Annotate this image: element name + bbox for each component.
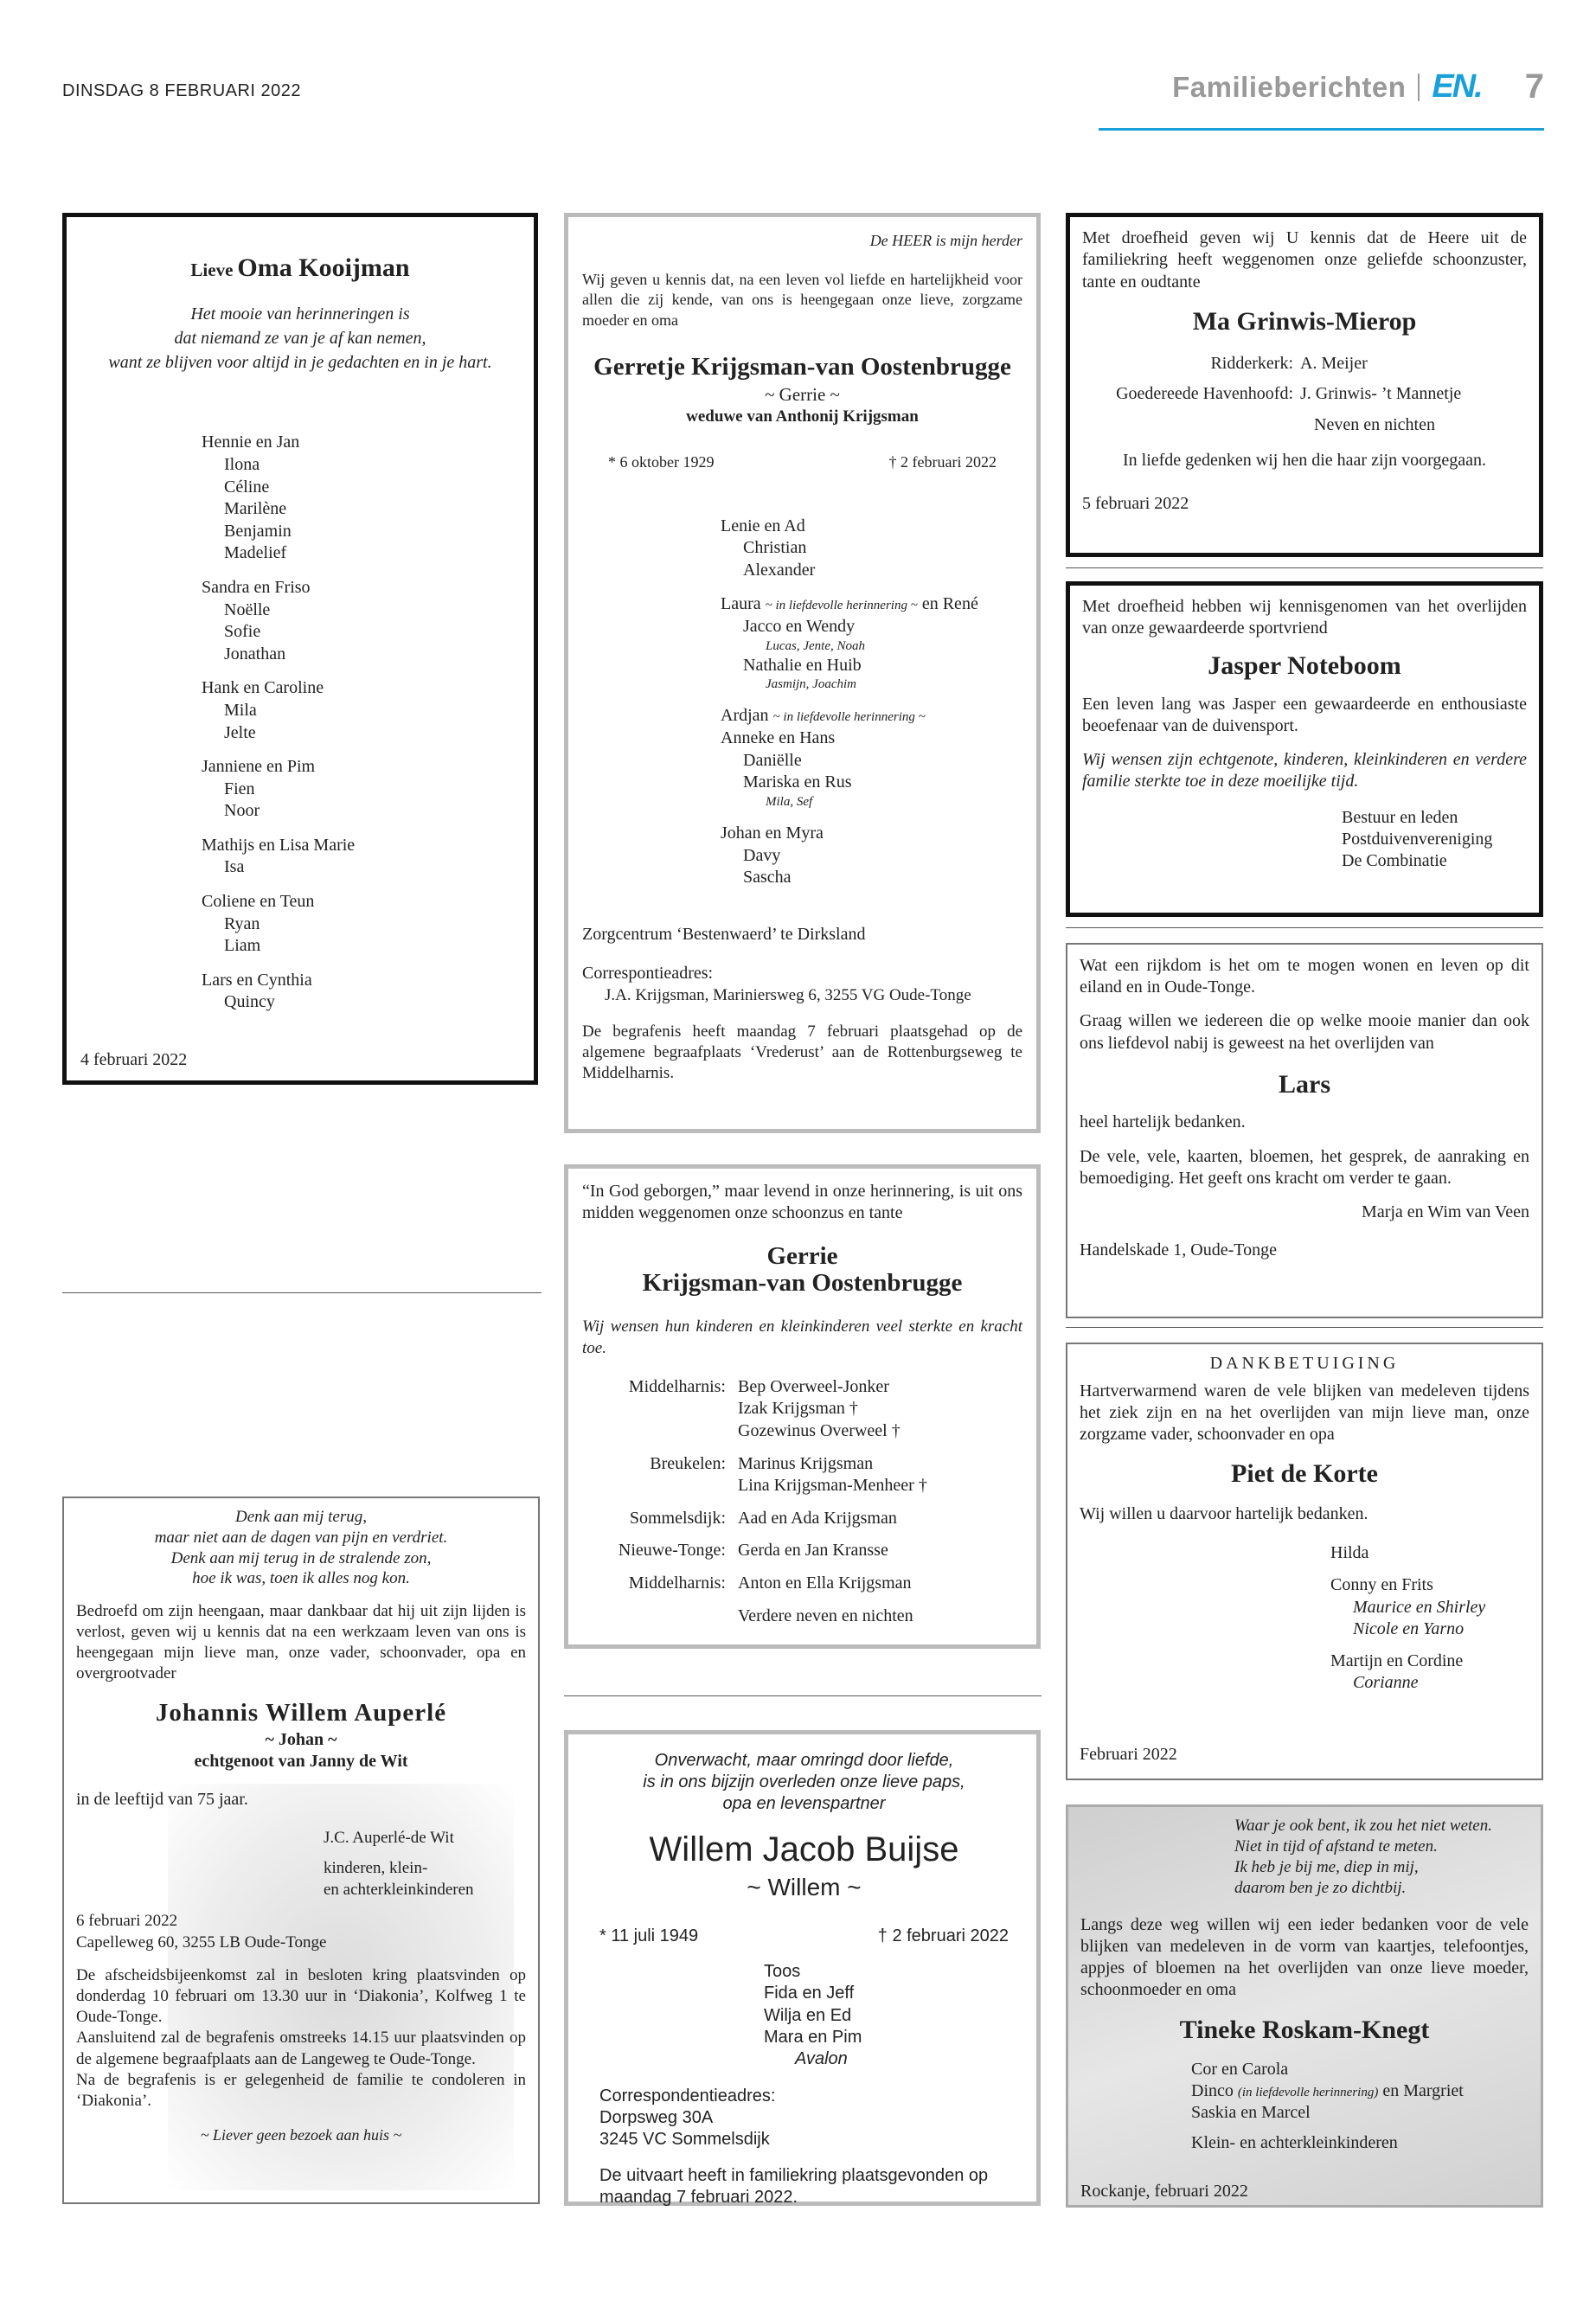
auperle-address: Capelleweg 60, 3255 LB Oude-Tonge [76, 1932, 327, 1952]
family-member: Noor [224, 801, 260, 821]
relative-name: Anton en Ella Krijgsman [738, 1574, 912, 1593]
verse-line: Ik heb je bij me, diep in mij, [1234, 1857, 1419, 1876]
relative-name: Bep Overweel-Jonker [738, 1376, 889, 1396]
family-member: Nathalie en Huib [743, 655, 862, 675]
column-divider [564, 1695, 1042, 1696]
auperle-closing: ~ Liever geen bezoek aan huis ~ [200, 2125, 402, 2144]
relative-name: Neven en nichten [1314, 414, 1435, 434]
gerretje-intro: Wij geven u kennis dat, na een leven vol liefde en hartelijkheid voor allen die zij kende, van ons is heengegaan onze lieve, zorgzame moeder en oma [582, 271, 1022, 329]
family-member: Fien [224, 779, 255, 798]
family-member: Toos [764, 1962, 801, 1982]
gerretje-motto: De HEER is mijn herder [869, 232, 1022, 249]
gerrie-surname: Krijgsman-van Oostenbrugge [642, 1268, 963, 1297]
family-member: Daniëlle [743, 750, 802, 770]
dank-name: Piet de Korte [1231, 1459, 1378, 1489]
notice-kooijman [62, 213, 538, 1085]
gerretje-place: Zorgcentrum ‘Bestenwaerd’ te Dirksland [582, 924, 866, 944]
roskam-family [1080, 2059, 1529, 2155]
family-member: Corianne [1353, 1673, 1419, 1693]
birth-date: * 6 oktober 1929 [608, 452, 715, 471]
notice-buijse [564, 1730, 1041, 2206]
verse-line: Denk aan mij terug, [235, 1508, 367, 1526]
family-member-name: en Margriet [1382, 2081, 1464, 2101]
family-member: Ardjan [721, 706, 769, 726]
family-member: Mariska en Rus [743, 772, 852, 792]
buijse-family [599, 1961, 1009, 2070]
family-member: Ilona [224, 454, 260, 474]
relative-row [1082, 414, 1527, 437]
family-head: Lenie en Ad [721, 516, 805, 535]
family-member: Jelte [224, 722, 256, 742]
relative-place: Middelharnis: [628, 1376, 726, 1396]
family-head: Hank en Caroline [202, 678, 324, 698]
family-member: Ryan [224, 913, 260, 933]
signature-line: J.C. Auperlé-de Wit [324, 1829, 454, 1848]
death-date: † 2 februari 2022 [888, 452, 997, 471]
buijse-correspondence [599, 2086, 1009, 2151]
relative-row [582, 1453, 1022, 1497]
auperle-signature [76, 1828, 526, 1900]
grandchildren: Lucas, Jente, Noah [766, 638, 865, 653]
gerretje-corr-label: Correspontieadres: [582, 964, 714, 984]
noteboom-signature [1082, 807, 1527, 873]
family-member: Laura [721, 594, 761, 614]
gerretje-widow: weduwe van Anthonij Krijgsman [686, 407, 919, 426]
relative-name: Verdere neven en nichten [738, 1606, 913, 1625]
gerretje-name: Gerretje Krijgsman-van Oostenbrugge [593, 353, 1011, 381]
relative-place [582, 1606, 738, 1628]
dank-thanks: Wij willen u daarvoor hartelijk bedanken. [1080, 1503, 1368, 1523]
noteboom-body: Een leven lang was Jasper een gewaardeerde en enthousiaste beoefenaar van de duivensport. [1082, 694, 1527, 735]
relative-name: Gozewinus Overweel † [738, 1421, 901, 1441]
corr-label: Correspondentieadres: [599, 2086, 776, 2106]
family-member: Davy [743, 845, 781, 865]
gerretje-corr-address: J.A. Krijgsman, Mariniersweg 6, 3255 VG Oude-Tonge [605, 986, 971, 1004]
family-member-name: Dinco [1191, 2081, 1234, 2101]
page-date: DINSDAG 8 FEBRUARI 2022 [62, 81, 302, 100]
signature-line: Bestuur en leden [1342, 807, 1458, 827]
verse-line: is in ons bijzijn overleden onze lieve paps, [643, 1772, 965, 1792]
gerretje-nickname: ~ Gerrie ~ [765, 384, 840, 406]
family-member: Liam [224, 936, 261, 956]
verse-line: hoe ik was, toen ik alles nog kon. [192, 1569, 410, 1588]
auperle-burial: Aansluitend zal de begrafenis omstreeks 14.15 uur plaatsvinden op de algemene begraafplaats aan de Langeweg te Oude-Tonge. [76, 2029, 526, 2068]
family-head [721, 705, 1022, 727]
buijse-dates [599, 1926, 1009, 1948]
relative-name: A. Meijer [1300, 353, 1368, 373]
relative-name: Lina Krijgsman-Menheer † [738, 1476, 927, 1496]
family-member: Sofie [224, 622, 261, 642]
family-member: Noëlle [224, 599, 271, 619]
kooijman-family-list [80, 432, 520, 1014]
lars-p2: Graag willen we iedereen die op welke mooie manier dan ook ons liefdevol nabij is geweest na het overlijden van [1080, 1011, 1529, 1053]
auperle-nickname: ~ Johan ~ [265, 1729, 337, 1749]
family-head [721, 593, 1022, 616]
family-member: Fida en Jeff [764, 1984, 855, 2003]
grinwis-memory: In liefde gedenken wij hen die haar zijn voorgegaan. [1122, 451, 1487, 471]
column-divider [1066, 567, 1543, 568]
relative-place: Middelharnis: [628, 1574, 726, 1593]
buijse-name: Willem Jacob Buijse [649, 1830, 959, 1868]
roskam-place: Rockanje, februari 2022 [1080, 2181, 1248, 2201]
notice-gerretje [564, 213, 1041, 1133]
kooijman-verse [80, 302, 520, 375]
auperle-age: in de leeftijd van 75 jaar. [76, 1789, 248, 1809]
verse-line: Denk aan mij terug in de stralende zon, [170, 1548, 432, 1567]
relative-name: Izak Krijgsman † [738, 1399, 858, 1419]
family-member: Saskia en Marcel [1191, 2103, 1311, 2123]
column-divider [62, 1292, 542, 1293]
gerretje-family-list [582, 516, 1022, 889]
family-member: Christian [743, 538, 807, 558]
verse-line: daarom ben je zo dichtbij. [1234, 1878, 1407, 1897]
family-member: Hilda [1330, 1543, 1369, 1563]
family-head: Mathijs en Lisa Marie [202, 835, 356, 855]
buijse-verse [599, 1750, 1009, 1816]
family-member [1191, 2080, 1529, 2102]
verse-line: want ze blijven voor altijd in je gedachten en in je hart. [108, 353, 492, 373]
grinwis-relatives [1082, 353, 1527, 437]
family-member: Madelief [224, 543, 287, 563]
verse-line: Het mooie van herinneringen is [190, 304, 410, 324]
family-member: Nicole en Yarno [1353, 1618, 1465, 1638]
auperle-intro: Bedroefd om zijn heengaan, maar dankbaar dat hij uit zijn lijden is verlost, geven wij u kennis dat na een werkzaam leven van ons is heengegaan mijn lieve man, onze vader, schoonvader, opa en overgrootvader [76, 1602, 526, 1683]
relative-place: Breukelen: [650, 1453, 726, 1473]
corr-address: Dorpsweg 30A [599, 2108, 714, 2128]
notice-dankbetuiging [1066, 1343, 1543, 1780]
family-member: Martijn en Cordine [1330, 1650, 1464, 1670]
verse-line: Waar je ook bent, ik zou het niet weten. [1234, 1817, 1492, 1835]
family-member: Marilène [224, 499, 287, 519]
grandchildren: Mila, Sef [766, 794, 813, 809]
relative-place: Sommelsdijk: [629, 1508, 726, 1528]
auperle-ceremony: De afscheidsbijeenkomst zal in besloten kring plaatsvinden op donderdag 10 februari om 13.30 uur in ‘Diakonia’, Kolfweg 1 te Oude-Tonge. [76, 1966, 526, 2027]
notice-auperle [62, 1497, 540, 2204]
signature-line: Postduivenvereniging [1342, 829, 1493, 849]
gerrie-intro: “In God geborgen,” maar levend in onze herinnering, is uit ons midden weggenomen onze schoonzus en tante [582, 1182, 1022, 1223]
verse-line: Niet in tijd of afstand te meten. [1234, 1836, 1438, 1856]
gerrie-name: Gerrie [766, 1242, 838, 1271]
gerrie-wish: Wij wensen hun kinderen en kleinkinderen veel sterkte en kracht toe. [582, 1317, 1022, 1357]
relative-row [582, 1376, 1022, 1443]
family-member: Anneke en Hans [721, 728, 836, 748]
relative-place: Nieuwe-Tonge: [618, 1541, 726, 1561]
memorial-note: ~ in liefdevolle herinnering ~ [772, 710, 926, 725]
notice-grinwis [1066, 213, 1543, 557]
header-divider [1418, 74, 1420, 101]
kooijman-title [80, 252, 520, 285]
family-head: Johan en Myra [721, 824, 824, 843]
roskam-name: Tineke Roskam-Knegt [1179, 2015, 1430, 2044]
family-head: Coliene en Teun [202, 892, 315, 912]
grinwis-name: Ma Grinwis-Mierop [1192, 307, 1417, 336]
family-member: Maurice en Shirley [1353, 1597, 1486, 1617]
verse-line: dat niemand ze van je af kan nemen, [174, 329, 426, 349]
family-head: Hennie en Jan [202, 433, 300, 452]
family-member: Cor en Carola [1191, 2059, 1289, 2079]
lars-address: Handelskade 1, Oude-Tonge [1080, 1240, 1277, 1259]
noteboom-name: Jasper Noteboom [1208, 651, 1401, 681]
kooijman-prefix: Lieve [190, 260, 234, 280]
relative-row [582, 1606, 1022, 1628]
gerrie-relatives [582, 1376, 1022, 1627]
notice-noteboom [1066, 581, 1543, 917]
verse-line: maar niet aan de dagen van pijn en verdriet. [154, 1528, 448, 1547]
buijse-funeral: De uitvaart heeft in familiekring plaatsgevonden op maandag 7 februari 2022. [599, 2165, 989, 2207]
dank-intro: Hartverwarmend waren de vele blijken van medeleven tijdens het ziek zijn en na het overlijden van mijn lieve man, onze zorgzame vader, schoonvader en opa [1080, 1381, 1529, 1444]
dank-date: Februari 2022 [1080, 1745, 1177, 1764]
relative-row [582, 1508, 1022, 1530]
lars-p1: Wat een rijkdom is het om te mogen wonen en leven op dit eiland en in Oude-Tonge. [1080, 956, 1529, 997]
auperle-condolence: Na de begrafenis is er gelegenheid de familie te condoleren in ‘Diakonia’. [76, 2070, 526, 2110]
family-member: Klein- en achterkleinkinderen [1191, 2133, 1398, 2153]
family-member: Mara en Pim [764, 2027, 862, 2047]
grandchildren: Jasmijn, Joachim [766, 677, 856, 692]
column-divider [1066, 927, 1543, 928]
family-member: Quincy [224, 992, 275, 1012]
relative-name: Marinus Krijgsman [738, 1453, 874, 1473]
verse-line: Onverwacht, maar omringd door liefde, [654, 1751, 954, 1770]
verse-line: opa en levenspartner [722, 1794, 886, 1814]
kooijman-date: 4 februari 2022 [80, 1050, 188, 1069]
roskam-intro: Langs deze weg willen wij een ieder bedanken voor de vele blijken van medeleven in de vorm van kaartjes, telefoontjes, appjes of bloemen na het overlijden van onze lieve moeder, schoonmoeder en oma [1080, 1914, 1529, 2000]
page-number: 7 [1524, 67, 1544, 106]
auperle-spouse: echtgenoot van Janny de Wit [194, 1752, 408, 1772]
dank-title: DANKBETUIGING [1209, 1354, 1400, 1373]
auperle-date: 6 februari 2022 [76, 1912, 178, 1931]
memorial-note: (in liefdevolle herinnering) [1237, 2086, 1379, 2100]
signature-line: kinderen, klein- [324, 1859, 428, 1878]
page-header [1172, 67, 1544, 106]
column-divider [1066, 1327, 1543, 1328]
notice-lars [1066, 943, 1543, 1318]
family-member: Jacco en Wendy [743, 616, 856, 636]
gerretje-funeral: De begrafenis heeft maandag 7 februari plaatsgehad op de algemene begraafplaats ‘Vrederust’ aan de Rottenburgseweg te Middelharnis. [582, 1022, 1022, 1083]
family-member: Alexander [743, 560, 816, 580]
lars-signature: Marja en Wim van Veen [1362, 1202, 1529, 1222]
auperle-name: Johannis Willem Auperlé [155, 1698, 447, 1727]
lars-p3: heel hartelijk bedanken. [1080, 1112, 1246, 1132]
relative-row [582, 1573, 1022, 1595]
family-head: Lars en Cynthia [202, 970, 312, 990]
relative-name: Gerda en Jan Kransse [738, 1541, 888, 1561]
relative-place: Ridderkerk: [1210, 353, 1293, 373]
relative-row [1082, 353, 1527, 375]
dank-signature [1080, 1542, 1529, 1694]
kooijman-name: Oma Kooijman [237, 253, 410, 282]
birth-date: * 11 juli 1949 [599, 1926, 699, 1945]
family-member: Isa [224, 857, 245, 877]
family-head: Janniene en Pim [202, 757, 316, 777]
noteboom-wish: Wij wensen zijn echtgenote, kinderen, kleinkinderen en verdere familie sterkte toe in deze moeilijke tijd. [1082, 750, 1527, 792]
family-member: Céline [224, 477, 270, 497]
relative-name: J. Grinwis- ’t Mannetje [1300, 384, 1462, 404]
family-member: Jonathan [224, 644, 286, 663]
family-member: Benjamin [224, 521, 292, 541]
notice-gerrie [564, 1164, 1041, 1649]
family-member: Sascha [743, 868, 792, 888]
lars-name: Lars [1279, 1069, 1330, 1099]
death-date: † 2 februari 2022 [877, 1926, 1009, 1945]
signature-line: en achterkleinkinderen [324, 1880, 474, 1899]
section-title: Familieberichten [1172, 70, 1407, 103]
noteboom-intro: Met droefheid hebben wij kennisgenomen van het overlijden van onze gewaardeerde sportvriend [1082, 597, 1527, 638]
buijse-nickname: ~ Willem ~ [747, 1873, 862, 1900]
relative-name: Aad en Ada Krijgsman [738, 1508, 897, 1528]
family-member: Conny en Frits [1330, 1575, 1433, 1595]
header-rule [1099, 128, 1544, 131]
family-member: Mila [224, 700, 257, 720]
newspaper-logo: EN. [1432, 68, 1482, 105]
signature-line: De Combinatie [1342, 850, 1447, 870]
roskam-verse [1080, 1816, 1529, 1899]
lars-p4: De vele, vele, kaarten, bloemen, het gesprek, de aanraking en bemoediging. Het geeft ons kracht om verder te gaan. [1080, 1146, 1529, 1188]
relative-row [1082, 383, 1527, 406]
grinwis-date: 5 februari 2022 [1082, 493, 1189, 513]
corr-address: 3245 VC Sommelsdijk [599, 2130, 770, 2150]
notice-roskam [1066, 1804, 1543, 2208]
auperle-verse [76, 1507, 526, 1589]
relative-place: Goedereede Havenhoofd: [1116, 384, 1293, 404]
gerretje-dates [582, 452, 1022, 472]
relative-row [582, 1540, 1022, 1562]
family-member: Wilja en Ed [764, 2005, 852, 2025]
family-head: Sandra en Friso [202, 577, 311, 597]
family-member: Avalon [795, 2048, 848, 2068]
grinwis-intro: Met droefheid geven wij U kennis dat de Heere uit de familiekring heeft weggenomen onze geliefde schoonzuster, tante en oudtante [1082, 228, 1527, 292]
family-member: en René [921, 594, 978, 614]
memorial-note: ~ in liefdevolle herinnering ~ [765, 599, 918, 613]
